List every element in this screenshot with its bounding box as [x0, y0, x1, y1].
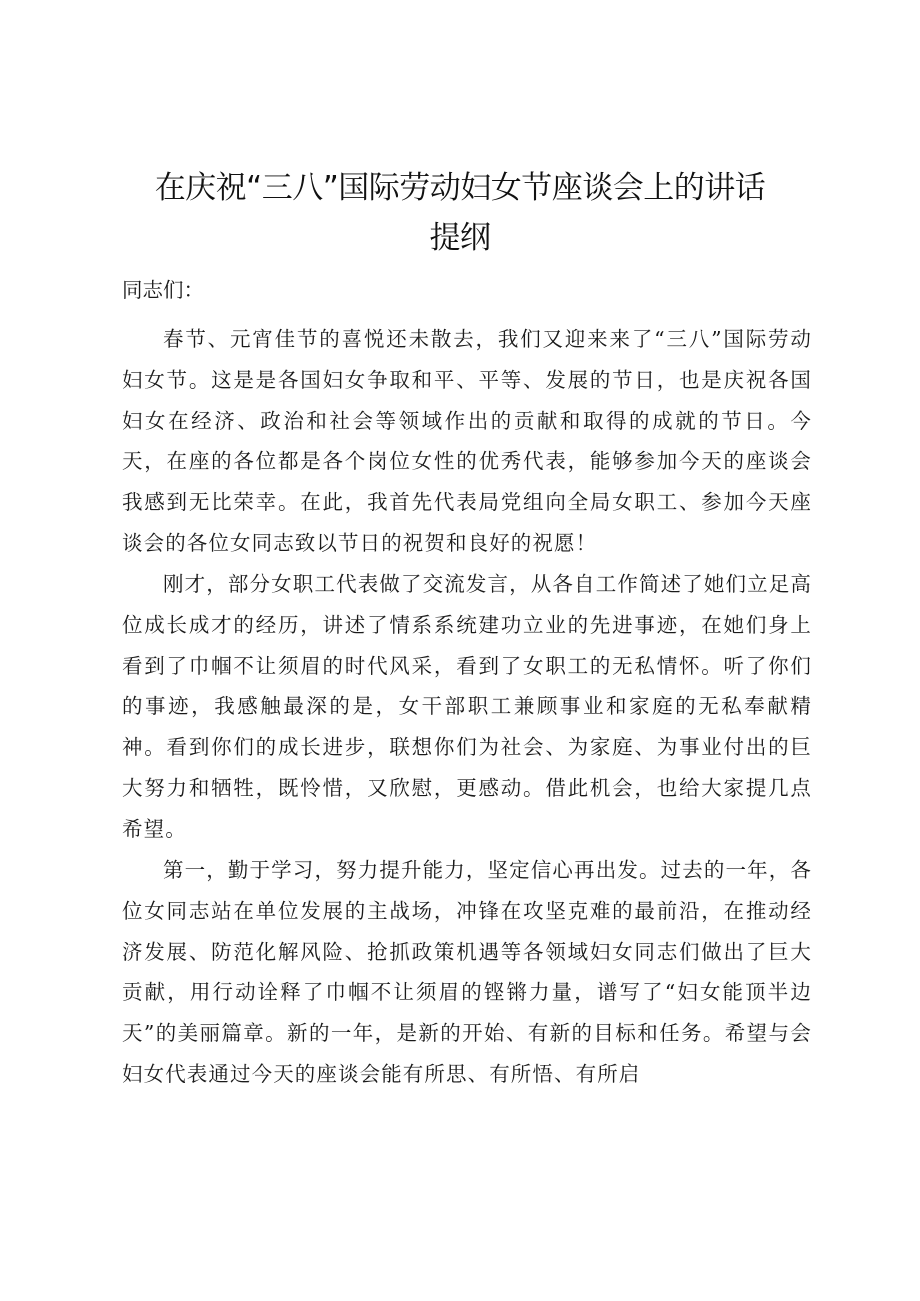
document-title-line-2: 提纲 — [429, 220, 491, 256]
salutation: 同志们： — [122, 278, 204, 302]
paragraph-3: 第一，勤于学习，努力提升能力，坚定信心再出发。过去的一年，各位女同志站在单位发展的主战场，冲锋在攻坚克难的最前沿，在推动经济发展、防范化解风险、抢抓政策机遇等各领域妇女同志们做出了巨大贡献，用行动诠释了巾帼不让须眉的铿锵力量，谱写了“妇女能顶半边天”的美丽篇章。新的一年，是新的开始、有新的目标和任务。希望与会妇女代表通过今天的座谈会能有所思、有所悟、有所启 — [122, 858, 812, 1086]
paragraph-1: 春节、元宵佳节的喜悦还未散去，我们又迎来来了“三八”国际劳动妇女节。这是是各国妇女争取和平、平等、发展的节日，也是庆祝各国妇女在经济、政治和社会等领域作出的贡献和取得的成就的节日。今天，在座的各位都是各个岗位女性的优秀代表，能够参加今天的座谈会我感到无比荣幸。在此，我首先代表局党组向全局女职工、参加今天座谈会的各位女同志致以节日的祝贺和良好的祝愿！ — [122, 327, 812, 555]
paragraph-2: 刚才，部分女职工代表做了交流发言，从各自工作简述了她们立足高位成长成才的经历，讲述了情系系统建功立业的先进事迹，在她们身上看到了巾帼不让须眉的时代风采，看到了女职工的无私情怀。听了你们的事迹，我感触最深的是，女干部职工兼顾事业和家庭的无私奉献精神。看到你们的成长进步，联想你们为社会、为家庭、为事业付出的巨大努力和牺牲，既怜惜，又欣慰，更感动。借此机会，也给大家提几点希望。 — [122, 572, 812, 841]
document-title-line-1: 在庆祝“三八”国际劳动妇女节座谈会上的讲话 — [154, 170, 766, 206]
